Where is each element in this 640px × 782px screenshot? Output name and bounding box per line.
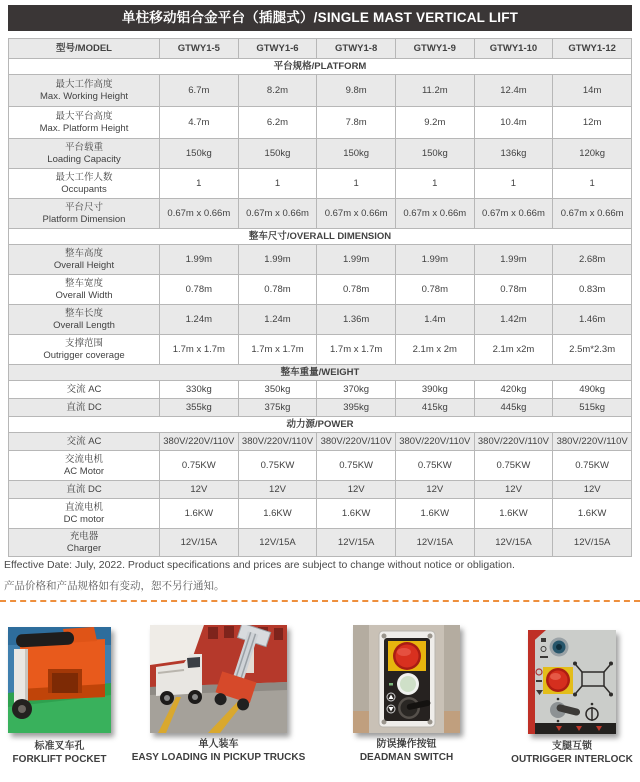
spec-value: 12V (553, 481, 632, 499)
spec-value: 390kg (395, 381, 474, 399)
spec-label-en: Overall Length (53, 319, 115, 331)
gallery-caption-zh: 标准叉车孔 (34, 741, 85, 752)
table-row (9, 107, 632, 139)
spec-value: 6.7m (160, 75, 239, 107)
spec-value: 1 (317, 169, 396, 199)
spec-label-zh: 交流 AC (66, 435, 102, 447)
spec-value: 2.1m x 2m (395, 335, 474, 365)
spec-value: 1.6KW (238, 499, 317, 529)
spec-value: 1 (238, 169, 317, 199)
section-row-power (9, 417, 632, 433)
spec-value: 0.67m x 0.66m (238, 199, 317, 229)
spec-value: 1 (553, 169, 632, 199)
spec-label (9, 275, 160, 305)
spec-value: 380V/220V/110V (317, 433, 396, 451)
model-name: GTWY1-12 (553, 39, 632, 59)
gallery-caption-zh: 单人装车 (198, 739, 239, 750)
spec-label-en: Max. Platform Height (39, 122, 129, 134)
table-row (9, 381, 632, 399)
spec-value: 0.75KW (160, 451, 239, 481)
spec-value: 12V (395, 481, 474, 499)
spec-value: 1.99m (395, 245, 474, 275)
spec-value: 1 (160, 169, 239, 199)
spec-value: 2.5m*2.3m (553, 335, 632, 365)
spec-label (9, 399, 160, 417)
gallery-item-outrigger-interlock (511, 630, 633, 765)
spec-value: 1.99m (238, 245, 317, 275)
footnotes (4, 559, 636, 593)
spec-value: 0.75KW (474, 451, 553, 481)
spec-table (8, 38, 632, 557)
spec-value: 375kg (238, 399, 317, 417)
gallery-caption (360, 739, 453, 764)
spec-value: 14m (553, 75, 632, 107)
section-label: 动力源/POWER (9, 417, 632, 433)
spec-value: 0.78m (474, 275, 553, 305)
spec-value: 4.7m (160, 107, 239, 139)
spec-label-en: Max. Working Height (40, 90, 128, 102)
spec-value: 150kg (395, 139, 474, 169)
spec-value: 0.75KW (395, 451, 474, 481)
table-header-row (9, 39, 632, 59)
spec-value: 1.6KW (395, 499, 474, 529)
table-row (9, 305, 632, 335)
spec-value: 1.24m (238, 305, 317, 335)
spec-value: 1.7m x 1.7m (160, 335, 239, 365)
spec-value: 12V/15A (395, 529, 474, 557)
spec-label-en: Overall Height (53, 259, 115, 271)
spec-label-zh: 支撑范围 (64, 338, 103, 350)
outrigger-interlock-photo (528, 630, 616, 734)
spec-value: 1.24m (160, 305, 239, 335)
section-label: 平台规格/PLATFORM (9, 59, 632, 75)
spec-value: 515kg (553, 399, 632, 417)
spec-value: 1.7m x 1.7m (317, 335, 396, 365)
spec-value: 2.1m x2m (474, 335, 553, 365)
spec-value: 8.2m (238, 75, 317, 107)
spec-label (9, 451, 160, 481)
model-header-cell: 型号/MODEL (9, 39, 160, 59)
spec-label-en: Occupants (61, 183, 107, 195)
spec-label-zh: 最大平台高度 (55, 111, 113, 123)
spec-label-zh: 直流 DC (66, 401, 102, 413)
spec-value: 1.99m (474, 245, 553, 275)
spec-value: 380V/220V/110V (395, 433, 474, 451)
spec-value: 6.2m (238, 107, 317, 139)
spec-value: 12V/15A (474, 529, 553, 557)
spec-value: 1.99m (317, 245, 396, 275)
spec-label-en: Outrigger coverage (43, 349, 125, 361)
section-row-platform (9, 59, 632, 75)
spec-label-en: Overall Width (55, 289, 113, 301)
spec-label (9, 529, 160, 557)
spec-value: 0.67m x 0.66m (317, 199, 396, 229)
spec-label-zh: 整车长度 (64, 308, 103, 320)
spec-value: 0.67m x 0.66m (474, 199, 553, 229)
table-row (9, 499, 632, 529)
disclaimer-note-zh: 产品价格和产品规格如有变动，恕不另行通知。 (4, 580, 225, 592)
spec-label (9, 335, 160, 365)
spec-value: 1 (395, 169, 474, 199)
page-title: 单柱移动铝合金平台（插腿式）/SINGLE MAST VERTICAL LIFT (8, 5, 632, 31)
gallery-caption (511, 741, 633, 766)
spec-value: 12m (553, 107, 632, 139)
spec-value: 1.6KW (553, 499, 632, 529)
spec-value: 1.36m (317, 305, 396, 335)
spec-label-zh: 直流电机 (64, 502, 103, 514)
model-name: GTWY1-6 (238, 39, 317, 59)
spec-value: 415kg (395, 399, 474, 417)
spec-value: 490kg (553, 381, 632, 399)
gallery-caption-zh: 防误操作按钮 (376, 739, 437, 750)
table-row (9, 529, 632, 557)
spec-label (9, 481, 160, 499)
spec-value: 1.6KW (317, 499, 396, 529)
table-row (9, 199, 632, 229)
table-row (9, 451, 632, 481)
table-row (9, 139, 632, 169)
gallery-caption-en: OUTRIGGER INTERLOCK (511, 753, 633, 765)
spec-value: 380V/220V/110V (160, 433, 239, 451)
spec-label-zh: 平台载重 (64, 142, 103, 154)
spec-value: 12V (238, 481, 317, 499)
spec-value: 12V/15A (160, 529, 239, 557)
table-row (9, 245, 632, 275)
table-row (9, 75, 632, 107)
spec-value: 12V (160, 481, 239, 499)
spec-label-zh: 整车高度 (64, 248, 103, 260)
spec-value: 0.78m (238, 275, 317, 305)
table-row (9, 433, 632, 451)
spec-label (9, 499, 160, 529)
spec-label (9, 107, 160, 139)
model-name: GTWY1-8 (317, 39, 396, 59)
spec-label-en: AC Motor (63, 465, 105, 477)
spec-value: 0.67m x 0.66m (395, 199, 474, 229)
spec-value: 1.6KW (474, 499, 553, 529)
model-name: GTWY1-9 (395, 39, 474, 59)
gallery-caption (132, 739, 306, 764)
effective-date-note: Effective Date: July, 2022. Product specifications and prices are subject to change without notice or obligation. (4, 559, 515, 571)
table-row (9, 481, 632, 499)
table-row (9, 275, 632, 305)
spec-value: 10.4m (474, 107, 553, 139)
spec-value: 0.78m (160, 275, 239, 305)
spec-value: 0.75KW (317, 451, 396, 481)
spec-value: 0.83m (553, 275, 632, 305)
spec-value: 0.67m x 0.66m (553, 199, 632, 229)
feature-gallery (0, 600, 640, 782)
spec-value: 380V/220V/110V (474, 433, 553, 451)
spec-value: 12.4m (474, 75, 553, 107)
spec-value: 150kg (238, 139, 317, 169)
spec-label-zh: 平台尺寸 (64, 202, 103, 214)
spec-label (9, 75, 160, 107)
table-row (9, 399, 632, 417)
section-label: 整车尺寸/OVERALL DIMENSION (9, 229, 632, 245)
spec-label-zh: 充电器 (69, 531, 99, 543)
spec-label-en: Platform Dimension (42, 213, 126, 225)
spec-value: 445kg (474, 399, 553, 417)
spec-value: 355kg (160, 399, 239, 417)
spec-value: 136kg (474, 139, 553, 169)
spec-label-zh: 直流 DC (66, 483, 102, 495)
spec-value: 1 (474, 169, 553, 199)
spec-value: 9.8m (317, 75, 396, 107)
spec-label (9, 381, 160, 399)
spec-value: 0.75KW (553, 451, 632, 481)
spec-value: 420kg (474, 381, 553, 399)
spec-value: 380V/220V/110V (238, 433, 317, 451)
gallery-item-deadman-switch (353, 625, 460, 763)
gallery-caption-en: EASY LOADING IN PICKUP TRUCKS (131, 751, 306, 763)
spec-label (9, 139, 160, 169)
spec-label-en: Loading Capacity (47, 153, 121, 165)
spec-value: 12V/15A (317, 529, 396, 557)
spec-value: 370kg (317, 381, 396, 399)
spec-label-zh: 最大工作高度 (55, 79, 113, 91)
spec-label (9, 305, 160, 335)
spec-label-en: DC motor (63, 513, 105, 525)
gallery-caption-zh: 支腿互锁 (551, 741, 592, 752)
spec-value: 0.78m (317, 275, 396, 305)
spec-value: 11.2m (395, 75, 474, 107)
spec-value: 7.8m (317, 107, 396, 139)
gallery-item-pickup-loading (131, 625, 306, 763)
spec-value: 0.78m (395, 275, 474, 305)
gallery-item-forklift-pocket (8, 627, 111, 765)
model-name: GTWY1-5 (160, 39, 239, 59)
model-name: GTWY1-10 (474, 39, 553, 59)
spec-label-en: Charger (66, 542, 102, 554)
spec-value: 12V (317, 481, 396, 499)
pickup-loading-photo (150, 625, 287, 733)
spec-value: 1.99m (160, 245, 239, 275)
spec-label (9, 433, 160, 451)
spec-value: 0.67m x 0.66m (160, 199, 239, 229)
spec-label (9, 199, 160, 229)
spec-value: 12V/15A (553, 529, 632, 557)
section-label: 整车重量/WEIGHT (9, 365, 632, 381)
gallery-caption-en: FORKLIFT POCKET (12, 753, 107, 765)
gallery-caption-en: DEADMAN SWITCH (359, 751, 454, 763)
gallery-caption (13, 741, 107, 766)
spec-value: 2.68m (553, 245, 632, 275)
spec-label-zh: 整车宽度 (64, 278, 103, 290)
spec-value: 120kg (553, 139, 632, 169)
spec-value: 150kg (160, 139, 239, 169)
spec-value: 395kg (317, 399, 396, 417)
spec-value: 9.2m (395, 107, 474, 139)
spec-value: 1.4m (395, 305, 474, 335)
spec-value: 1.46m (553, 305, 632, 335)
deadman-switch-photo (353, 625, 460, 733)
spec-value: 330kg (160, 381, 239, 399)
table-row (9, 169, 632, 199)
section-row-weight (9, 365, 632, 381)
spec-value: 1.42m (474, 305, 553, 335)
spec-label-zh: 最大工作人数 (55, 172, 113, 184)
forklift-pocket-photo (8, 627, 111, 733)
table-row (9, 335, 632, 365)
spec-label (9, 169, 160, 199)
spec-label-zh: 交流电机 (64, 454, 103, 466)
spec-value: 12V/15A (238, 529, 317, 557)
spec-value: 0.75KW (238, 451, 317, 481)
spec-value: 150kg (317, 139, 396, 169)
spec-value: 1.7m x 1.7m (238, 335, 317, 365)
spec-label (9, 245, 160, 275)
spec-value: 350kg (238, 381, 317, 399)
spec-value: 1.6KW (160, 499, 239, 529)
spec-value: 380V/220V/110V (553, 433, 632, 451)
spec-value: 12V (474, 481, 553, 499)
section-row-overall-dimension (9, 229, 632, 245)
spec-label-zh: 交流 AC (66, 383, 102, 395)
